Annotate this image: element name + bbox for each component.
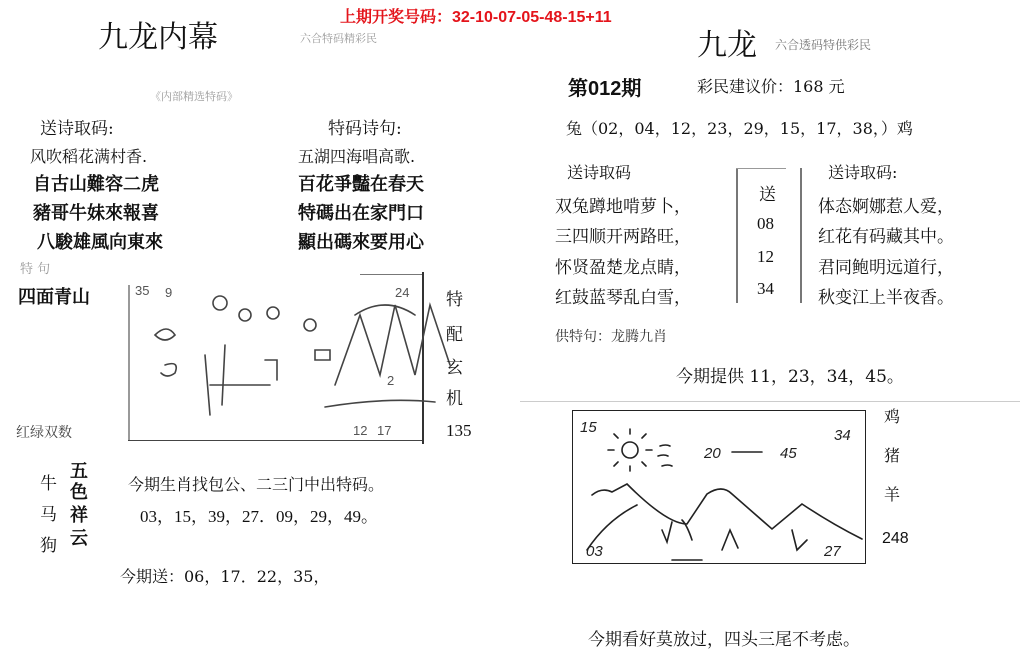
left-side-char: 玄 bbox=[446, 358, 463, 378]
five-color-char: 五 bbox=[70, 461, 88, 482]
left-side-char: 配 bbox=[446, 325, 463, 345]
gift-numbers: 今期送：06，17．22，35， bbox=[120, 567, 330, 586]
right-poem-left-line: 双兔蹲地啃萝卜， bbox=[555, 197, 691, 217]
side-zodiac: 羊 bbox=[884, 485, 901, 504]
svg-text:20: 20 bbox=[704, 445, 721, 462]
left-poem-special-line: 特碼出在家門口 bbox=[298, 203, 424, 224]
left-poem-special-header: 特码诗句: bbox=[328, 119, 402, 139]
side-zodiac: 猪 bbox=[884, 446, 901, 465]
divider bbox=[520, 401, 1020, 402]
left-riddle-label: 红绿双数 bbox=[16, 425, 72, 441]
right-poem-right-line: 体态婀娜惹人爱， bbox=[818, 197, 954, 217]
left-special-phrase: 四面青山 bbox=[18, 287, 90, 308]
left-poem-special-line: 顯出碼來要用心 bbox=[298, 232, 424, 253]
five-color-char: 色 bbox=[70, 482, 88, 503]
right-poem-left-header: 送诗取码 bbox=[567, 163, 632, 182]
svg-text:12: 12 bbox=[353, 423, 368, 438]
left-poem-send-header: 送诗取码: bbox=[40, 119, 114, 139]
left-special-label: 特 句 bbox=[20, 262, 51, 277]
offer-line: 今期提供 11，23，34，45。 bbox=[676, 367, 904, 387]
svg-text:03: 03 bbox=[586, 543, 603, 560]
left-side-number: 135 bbox=[446, 421, 472, 440]
right-poem-right-line: 秋变江上半夜香。 bbox=[818, 288, 954, 308]
svg-text:27: 27 bbox=[824, 543, 841, 560]
right-poem-left-line: 三四顺开两路旺， bbox=[555, 227, 691, 247]
right-footer: 今期看好莫放过，四头三尾不考虑。 bbox=[588, 630, 860, 650]
svg-text:2: 2 bbox=[387, 373, 395, 388]
right-poem-right-line: 红花有码藏其中。 bbox=[818, 227, 954, 247]
range-line: 兔（02，04，12，23，29，15，17，38，）鸡 bbox=[566, 119, 913, 138]
left-title: 九龙内幕 bbox=[98, 20, 218, 55]
gift-column-item: 送 bbox=[759, 185, 776, 205]
price-label: 彩民建议价：168 元 bbox=[697, 77, 845, 96]
svg-text:17: 17 bbox=[377, 423, 392, 438]
gift-column-item: 12 bbox=[757, 247, 774, 266]
left-poem-send-line: 八駿雄風向東來 bbox=[37, 232, 163, 253]
svg-text:9: 9 bbox=[165, 285, 173, 300]
svg-text:24: 24 bbox=[395, 285, 410, 300]
svg-text:34: 34 bbox=[834, 427, 851, 444]
svg-text:45: 45 bbox=[780, 445, 797, 462]
left-subheading: 《内部精选特码》 bbox=[150, 90, 238, 103]
left-poem-special-line: 五湖四海唱高歌. bbox=[298, 147, 416, 166]
right-poem-right-header: 送诗取码: bbox=[828, 163, 898, 182]
five-color-char: 祥 bbox=[70, 505, 88, 526]
sun-mountain-sketch-icon bbox=[572, 410, 864, 562]
svg-text:35: 35 bbox=[135, 283, 150, 298]
zodiac-char: 狗 bbox=[40, 536, 57, 556]
left-poem-special-line: 百花爭豔在春天 bbox=[298, 174, 424, 195]
right-side-number: 248 bbox=[882, 530, 909, 547]
sketch-icon bbox=[125, 275, 425, 445]
left-side-char: 机 bbox=[446, 389, 463, 409]
left-side-char: 特 bbox=[446, 290, 463, 310]
zodiac-char: 马 bbox=[40, 505, 57, 525]
gift-column-item: 34 bbox=[757, 279, 774, 298]
right-title: 九龙 bbox=[697, 28, 757, 63]
right-title-subtitle: 六合透码特供彩民 bbox=[775, 38, 872, 52]
left-poem-send-line: 风吹稻花满村香. bbox=[30, 147, 148, 166]
number-list: 03，15，39，27．09，29，49。 bbox=[140, 507, 378, 526]
last-draw-banner: 上期开奖号码：32-10-07-05-48-15+11 bbox=[340, 9, 612, 26]
zodiac-hint: 今期生肖找包公、二三门中出特码。 bbox=[128, 475, 385, 494]
zodiac-char: 牛 bbox=[40, 474, 57, 494]
left-poem-send-line: 自古山難容二虎 bbox=[33, 174, 159, 195]
svg-text:15: 15 bbox=[580, 419, 597, 436]
issue-number: 第012期 bbox=[568, 78, 642, 100]
gift-column-item: 08 bbox=[757, 214, 774, 233]
right-poem-right-line: 君同鲍明远道行， bbox=[818, 258, 954, 278]
side-zodiac: 鸡 bbox=[884, 407, 901, 426]
five-color-char: 云 bbox=[70, 528, 88, 549]
left-poem-send-line: 豬哥牛妹來報喜 bbox=[33, 203, 159, 224]
right-poem-left-line: 红鼓蓝琴乱白雪， bbox=[555, 288, 691, 308]
right-poem-left-line: 怀贤盈楚龙点睛， bbox=[555, 258, 691, 278]
left-title-subtitle: 六合特码精彩民 bbox=[300, 32, 377, 45]
right-special-phrase: 供特句：龙腾九肖 bbox=[555, 329, 667, 345]
